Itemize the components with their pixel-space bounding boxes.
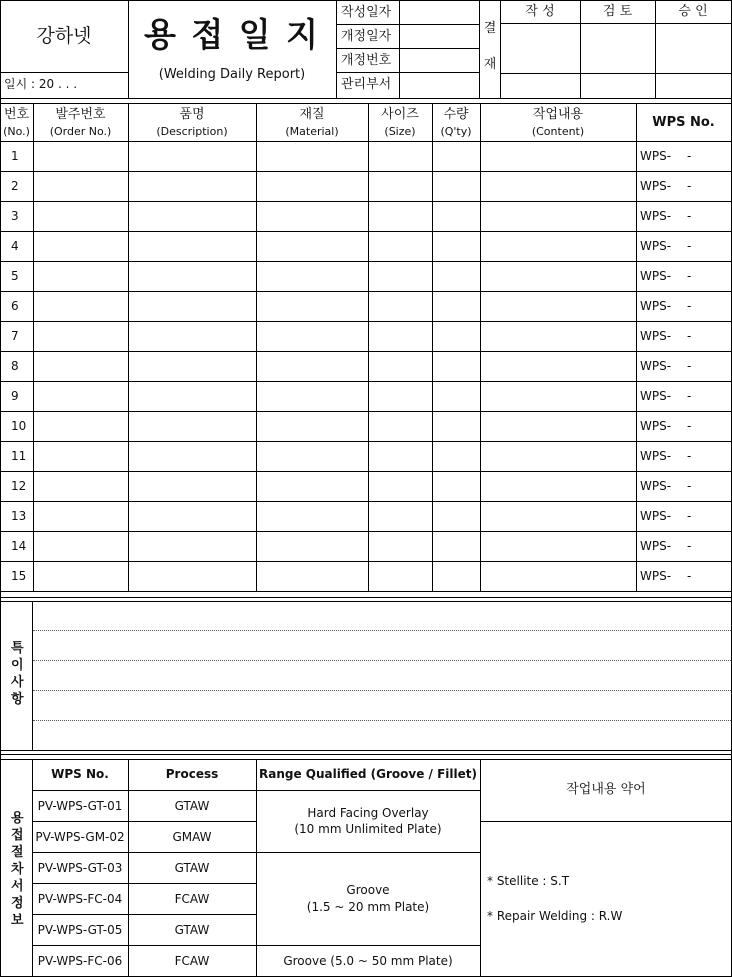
table-row-border xyxy=(0,531,732,532)
grid-line xyxy=(256,103,257,591)
row-number: 3 xyxy=(11,209,19,223)
row-number: 2 xyxy=(11,179,19,193)
wps-suffix: - xyxy=(687,539,692,553)
procedure-wps: PV-WPS-GT-03 xyxy=(37,861,123,875)
wps-suffix: - xyxy=(687,449,692,463)
remarks-writing-line xyxy=(33,690,731,691)
column-header-en: (Material) xyxy=(285,125,339,138)
wps-suffix: - xyxy=(687,479,692,493)
wps-prefix: WPS- xyxy=(640,269,672,283)
wps-suffix: - xyxy=(687,509,692,523)
row-number: 8 xyxy=(11,359,19,373)
procedure-process: FCAW xyxy=(174,892,210,906)
grid-line xyxy=(32,821,256,822)
column-header: 번호 xyxy=(3,107,30,122)
doc-info-label: 개정번호 xyxy=(341,53,392,68)
procedure-header: Range Qualified (Groove / Fillet) xyxy=(259,767,477,781)
wps-suffix: - xyxy=(687,329,692,343)
grid-line xyxy=(32,852,481,853)
procedure-wps: PV-WPS-FC-04 xyxy=(37,892,123,906)
procedure-label-char: 보 xyxy=(11,913,24,928)
table-row-border xyxy=(0,591,732,592)
table-row-border xyxy=(0,201,732,202)
wps-prefix: WPS- xyxy=(640,419,672,433)
remarks-top-border xyxy=(0,597,732,598)
wps-prefix: WPS- xyxy=(640,329,672,343)
abbreviation-item: * Stellite : S.T xyxy=(487,874,570,888)
grid-line xyxy=(32,883,256,884)
wps-suffix: - xyxy=(687,299,692,313)
grid-line xyxy=(0,72,128,73)
approval-label: 결 xyxy=(483,21,497,36)
remarks-writing-line xyxy=(33,720,731,721)
grid-line xyxy=(0,601,732,602)
grid-line xyxy=(336,24,480,25)
wps-prefix: WPS- xyxy=(640,449,672,463)
grid-line xyxy=(0,141,732,142)
wps-prefix: WPS- xyxy=(640,149,672,163)
procedure-wps: PV-WPS-GM-02 xyxy=(35,830,125,844)
abbreviation-title: 작업내용 약어 xyxy=(566,782,646,797)
column-header: 사이즈 xyxy=(381,107,419,122)
procedure-process: FCAW xyxy=(174,954,210,968)
row-number: 1 xyxy=(11,149,19,163)
procedure-label-char: 용 xyxy=(11,811,24,826)
row-number: 14 xyxy=(11,539,27,553)
header-bottom-border xyxy=(0,98,732,99)
wps-prefix: WPS- xyxy=(640,569,672,583)
remarks-writing-line xyxy=(33,660,731,661)
procedure-wps: PV-WPS-FC-06 xyxy=(37,954,123,968)
table-row-border xyxy=(0,231,732,232)
range-qualified: (1.5 ~ 20 mm Plate) xyxy=(306,900,430,914)
table-row-border xyxy=(0,441,732,442)
wps-prefix: WPS- xyxy=(640,479,672,493)
row-number: 6 xyxy=(11,299,19,313)
grid-line xyxy=(500,23,732,24)
table-row-border xyxy=(0,321,732,322)
procedure-process: GTAW xyxy=(174,861,210,875)
wps-suffix: - xyxy=(687,179,692,193)
procedure-process: GMAW xyxy=(172,830,212,844)
remarks-writing-line xyxy=(33,630,731,631)
table-row-border xyxy=(0,351,732,352)
wps-prefix: WPS- xyxy=(640,359,672,373)
grid-line xyxy=(336,72,480,73)
grid-line xyxy=(0,754,732,755)
grid-line xyxy=(368,103,369,591)
grid-line xyxy=(636,103,637,591)
wps-prefix: WPS- xyxy=(640,509,672,523)
table-row-border xyxy=(0,561,732,562)
table-row-border xyxy=(0,381,732,382)
range-qualified: (10 mm Unlimited Plate) xyxy=(294,822,442,836)
row-number: 7 xyxy=(11,329,19,343)
column-header: 재질 xyxy=(299,107,325,122)
procedure-label-char: 서 xyxy=(11,879,24,894)
column-header: 품명 xyxy=(179,107,205,122)
range-qualified: Hard Facing Overlay xyxy=(307,806,429,820)
wps-prefix: WPS- xyxy=(640,389,672,403)
grid-line xyxy=(480,821,732,822)
grid-line xyxy=(32,914,256,915)
grid-line xyxy=(480,103,481,591)
procedure-label-char: 정 xyxy=(11,896,24,911)
row-number: 15 xyxy=(11,569,27,583)
remarks-label-char: 항 xyxy=(11,692,24,707)
document-subtitle: (Welding Daily Report) xyxy=(158,67,306,82)
row-number: 10 xyxy=(11,419,27,433)
grid-line xyxy=(32,601,33,750)
table-row-border xyxy=(0,411,732,412)
wps-suffix: - xyxy=(687,209,692,223)
grid-line xyxy=(336,0,337,98)
grid-line xyxy=(432,103,433,591)
procedure-wps: PV-WPS-GT-01 xyxy=(37,799,123,813)
procedure-wps: PV-WPS-GT-05 xyxy=(37,923,123,937)
table-row-border xyxy=(0,261,732,262)
table-row-border xyxy=(0,471,732,472)
column-header-en: (Description) xyxy=(156,125,228,138)
approval-column-header: 작 성 xyxy=(525,4,555,19)
document-title: 용 접 일 지 xyxy=(144,15,320,54)
procedure-process: GTAW xyxy=(174,923,210,937)
wps-prefix: WPS- xyxy=(640,539,672,553)
column-header: 수량 xyxy=(443,107,469,122)
column-header-en: (Q'ty) xyxy=(440,125,472,138)
grid-line xyxy=(32,790,481,791)
grid-line xyxy=(336,48,480,49)
grid-line xyxy=(32,945,481,946)
column-header-en: (Content) xyxy=(531,125,585,138)
wps-prefix: WPS- xyxy=(640,209,672,223)
doc-info-label: 개정일자 xyxy=(341,29,392,44)
date-field: 일시 : 20 . . . xyxy=(4,77,78,91)
grid-line xyxy=(500,73,732,74)
range-qualified: Groove xyxy=(346,883,390,897)
grid-line xyxy=(479,0,480,98)
row-number: 13 xyxy=(11,509,27,523)
column-header: 작업내용 xyxy=(532,107,584,122)
remarks-label-char: 특 xyxy=(11,641,24,656)
wps-suffix: - xyxy=(687,149,692,163)
procedure-header: WPS No. xyxy=(51,767,109,781)
procedure-process: GTAW xyxy=(174,799,210,813)
range-qualified: Groove (5.0 ~ 50 mm Plate) xyxy=(283,954,453,968)
header-top-border xyxy=(0,0,732,1)
remarks-bottom-border xyxy=(0,750,732,751)
wps-suffix: - xyxy=(687,389,692,403)
grid-line xyxy=(128,103,129,591)
row-number: 12 xyxy=(11,479,27,493)
wps-prefix: WPS- xyxy=(640,299,672,313)
procedure-label-char: 접 xyxy=(11,828,24,843)
approval-column-header: 검 토 xyxy=(602,4,633,19)
wps-suffix: - xyxy=(687,419,692,433)
procedure-header: Process xyxy=(165,767,219,781)
wps-prefix: WPS- xyxy=(640,179,672,193)
row-number: 5 xyxy=(11,269,19,283)
column-header: 발주번호 xyxy=(55,107,106,122)
table-row-border xyxy=(0,501,732,502)
column-header-en: (Order No.) xyxy=(49,125,112,138)
row-number: 9 xyxy=(11,389,19,403)
remarks-label-char: 이 xyxy=(11,658,24,673)
wps-suffix: - xyxy=(687,359,692,373)
grid-line xyxy=(399,0,400,98)
procedure-label-char: 차 xyxy=(11,862,24,877)
column-header: WPS No. xyxy=(652,115,715,130)
row-number: 4 xyxy=(11,239,19,253)
row-number: 11 xyxy=(11,449,27,463)
approval-label: 재 xyxy=(483,57,497,72)
procedure-top-border xyxy=(0,759,732,760)
remarks-label-char: 사 xyxy=(11,675,24,690)
table-row-border xyxy=(0,291,732,292)
doc-info-label: 관리부서 xyxy=(341,77,392,92)
wps-suffix: - xyxy=(687,239,692,253)
wps-suffix: - xyxy=(687,269,692,283)
wps-prefix: WPS- xyxy=(640,239,672,253)
doc-info-label: 작성일자 xyxy=(341,5,392,20)
abbreviation-item: * Repair Welding : R.W xyxy=(487,909,623,923)
table-row-border xyxy=(0,171,732,172)
wps-suffix: - xyxy=(687,569,692,583)
sheet-left-border xyxy=(0,0,1,977)
table-top-border xyxy=(0,103,732,104)
company-name: 강하넷 xyxy=(36,25,92,47)
column-header-en: (No.) xyxy=(3,125,30,138)
column-header-en: (Size) xyxy=(384,125,416,138)
procedure-label-char: 절 xyxy=(11,845,24,860)
grid-line xyxy=(33,103,34,591)
approval-column-header: 승 인 xyxy=(678,4,708,19)
